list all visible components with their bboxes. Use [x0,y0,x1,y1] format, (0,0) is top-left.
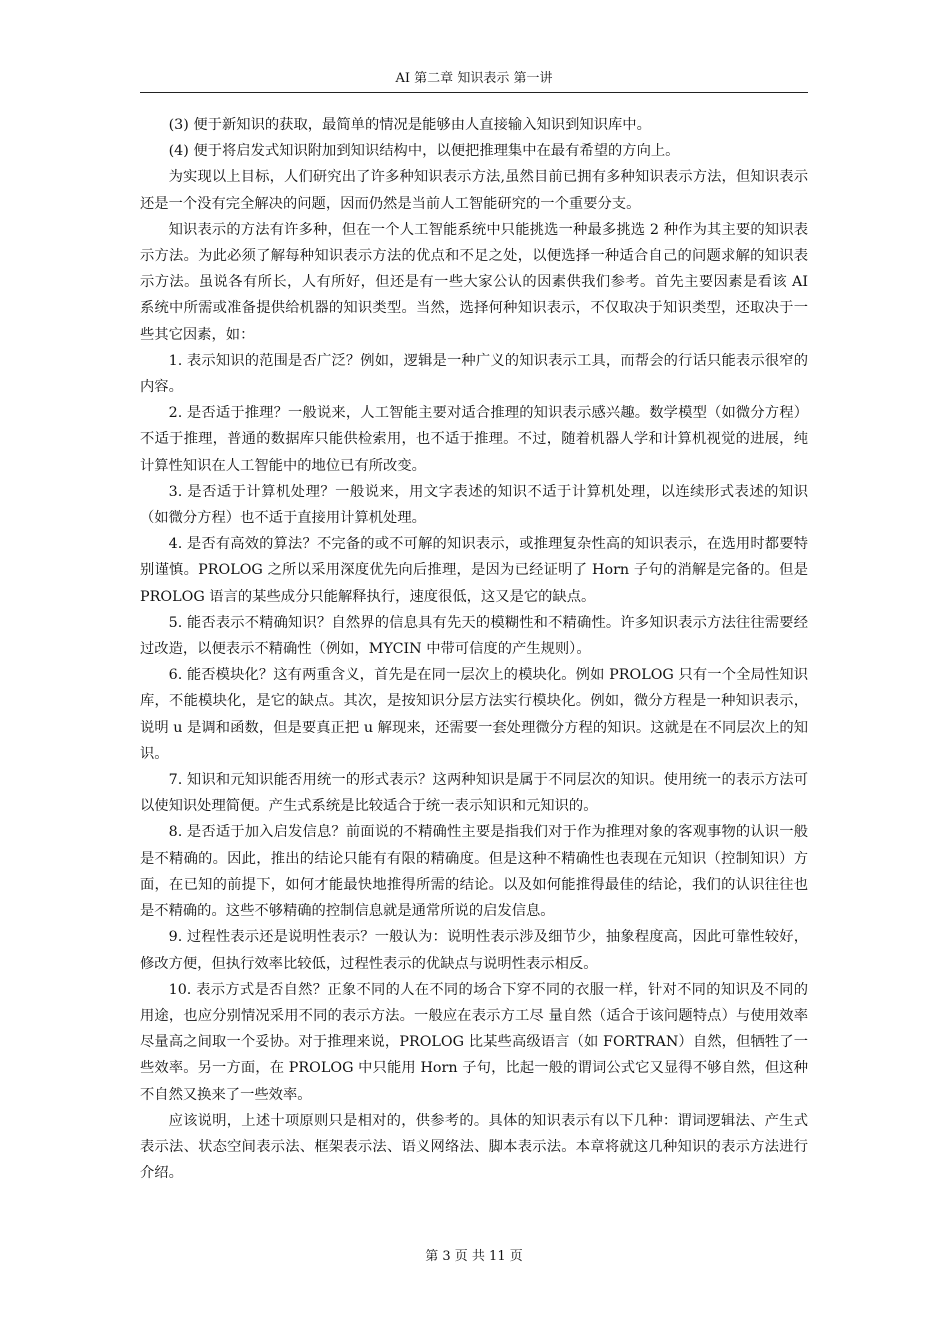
paragraph-11: 7. 知识和元知识能否用统一的形式表示？这两种知识是属于不同层次的知识。使用统一的表示方法可以使知识处理简便。产生式系统是比较适合于统一表示知识和元知识的。 [140,772,808,815]
paragraph-2: (4) 便于将启发式知识附加到知识结构中，以便把推理集中在最有希望的方向上。 [168,143,680,160]
page-number: 第 3 页 共 11 页 [425,1249,523,1264]
header-title: AI 第二章 知识表示 第一讲 [395,71,553,86]
paragraph-12: 8. 是否适于加入启发信息？前面说的不精确性主要是指我们对于作为推理对象的客观事物的认识一般是不精确的。因此，推出的结论只能有有限的精确度。但是这种不精确性也表现在元知识（控制知识）方面，在已知的前提下，如何才能最快地推得所需的结论。以及如何能推得最佳的结论，我们的认识往往也是不精确的。这些不够精确的控制信息就是通常所说的启发信息。 [140,824,808,920]
paragraph-6: 2. 是否适于推理？一般说来，人工智能主要对适合推理的知识表示感兴趣。数学模型（如微分方程）不适于推理，普通的数据库只能供检索用，也不适于推理。不过，随着机器人学和计算机视觉的进展，纯计算性知识在人工智能中的地位已有所改变。 [140,405,808,474]
paragraph-3: 为实现以上目标，人们研究出了许多种知识表示方法,虽然目前已拥有多种知识表示方法，但知识表示还是一个没有完全解决的问题，因而仍然是当前人工智能研究的一个重要分支。 [140,169,808,212]
paragraph-4: 知识表示的方法有许多种，但在一个人工智能系统中只能挑选一种最多挑选 2 种作为其主要的知识表示方法。为此必须了解每种知识表示方法的优点和不足之处，以便选择一种适合自己的问题求解的知识表示方法。虽说各有所长，人有所好，但还是有一些大家公认的因素供我们参考。首先主要因素是看该 AI 系统中所需或准备提供给机器的知识类型。当然，选择何种知识表示，不仅取决于知识类型，还取决于一些其它因素，如： [140,221,808,343]
paragraph-7: 3. 是否适于计算机处理？一般说来，用文字表述的知识不适于计算机处理，以连续形式表述的知识（如微分方程）也不适于直接用计算机处理。 [140,483,808,527]
paragraph-8: 4. 是否有高效的算法？不完备的或不可解的知识表示，或推理复杂性高的知识表示，在选用时都要特别谨慎。PROLOG 之所以采用深度优先向后推理，是因为已经证明了 Horn 子句的消解是完备的。但是 PROLOG 语言的某些成分只能解释执行，速度很低，这又是它的缺点。 [140,536,808,605]
document-body [140,112,808,1186]
paragraph-10: 6. 能否模块化？这有两重含义，首先是在同一层次上的模块化。例如 PROLOG 只有一个全局性知识库，不能模块化，是它的缺点。其次，是按知识分层方法实行模块化。例如，微分方程是一种知识表示，说明 u 是调和函数，但是要真正把 u 解现来，还需要一套处理微分方程的知识。这就是在不同层次上的知识。 [140,667,808,762]
page-header [140,70,808,93]
paragraph-13: 9. 过程性表示还是说明性表示？一般认为：说明性表示涉及细节少，抽象程度高，因此可靠性较好，修改方便，但执行效率比较低，过程性表示的优缺点与说明性表示相反。 [140,929,808,972]
page-footer [140,1248,808,1266]
paragraph-14: 10. 表示方式是否自然？正象不同的人在不同的场合下穿不同的衣服一样，针对不同的知识及不同的用途，也应分别情况采用不同的表示方法。一般应在表示方工尽 量自然（适合于该问题特点）与使用效率尽量高之间取一个妥协。对于推理来说，PROLOG 比某些高级语言（如 FORTRAN）自然，但牺牲了一些效率。另一方面，在 PROLOG 中只能用 Horn 子句，比起一般的谓词公式它又显得不够自然，但这种不自然又换来了一些效率。 [140,981,808,1103]
paragraph-1: (3) 便于新知识的获取，最简单的情况是能够由人直接输入知识到知识库中。 [168,117,651,133]
paragraph-5: 1. 表示知识的范围是否广泛？例如，逻辑是一种广义的知识表示工具，而帮会的行话只能表示很窄的内容。 [140,352,808,396]
paragraph-15: 应该说明，上述十项原则只是相对的，供参考的。具体的知识表示有以下几种：谓词逻辑法、产生式表示法、状态空间表示法、框架表示法、语义网络法、脚本表示法。本章将就这几种知识的表示方法进行介绍。 [140,1112,808,1182]
paragraph-9: 5. 能否表示不精确知识？自然界的信息具有先天的模糊性和不精确性。许多知识表示方法往往需要经过改造，以便表示不精确性（例如，MYCIN 中带可信度的产生规则）。 [140,614,808,658]
